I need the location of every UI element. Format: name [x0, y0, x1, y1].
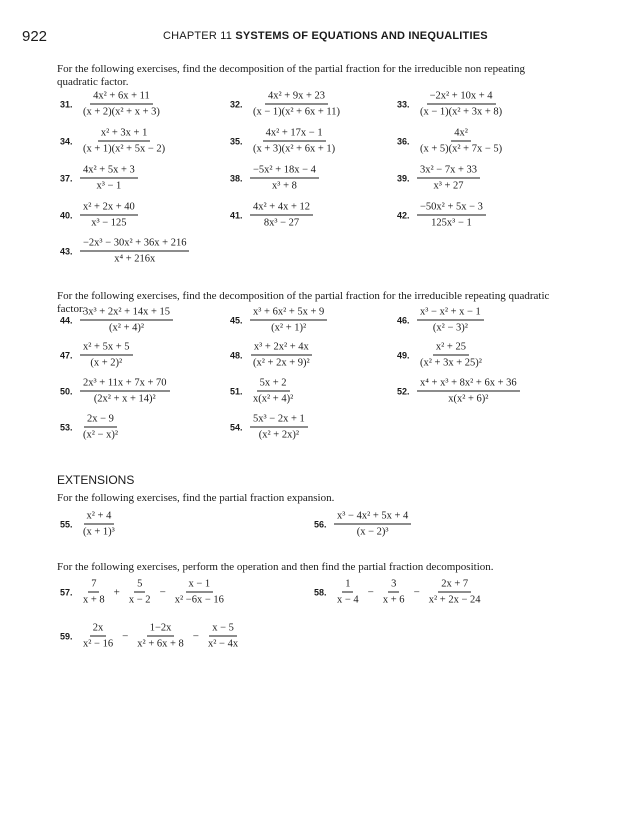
exercise-number: 55.: [60, 519, 73, 529]
exercise-36: [397, 127, 507, 156]
fraction: [80, 341, 133, 370]
fraction: [417, 90, 505, 119]
numerator: 4x² + 9x + 23: [265, 90, 328, 105]
exercise-number: 59.: [60, 631, 73, 641]
exercise-57: [60, 578, 229, 607]
denominator: x² −6x − 16: [174, 594, 224, 606]
exercise-number: 49.: [397, 350, 410, 360]
exercise-number: 44.: [60, 315, 73, 325]
exercise-number: 36.: [397, 136, 410, 146]
denominator: (x + 1)(x² + 5x − 2): [83, 143, 166, 155]
page-header: [22, 28, 608, 48]
numerator: 2x: [90, 622, 107, 637]
numerator: x² + 5x + 5: [80, 341, 133, 356]
instructions-expansion: For the following exercises, find the partial fraction expansion.: [57, 492, 335, 504]
fraction: [205, 622, 241, 651]
exercise-40: [60, 201, 140, 230]
numerator: x³ − x² + x − 1: [417, 306, 484, 321]
numerator: −50x² + 5x − 3: [417, 201, 486, 216]
exercise-47: [60, 341, 135, 370]
fraction: [250, 127, 338, 156]
numerator: x³ − 4x² + 5x + 4: [334, 510, 411, 525]
fraction: [80, 90, 163, 119]
fraction: [250, 90, 343, 119]
exercise-number: 37.: [60, 173, 73, 183]
denominator: (x + 1)³: [83, 526, 115, 538]
exercise-31: [60, 90, 165, 119]
exercise-number: 51.: [230, 386, 243, 396]
denominator: x + 6: [382, 594, 405, 606]
fraction: [80, 413, 121, 442]
exercise-51: [230, 377, 298, 406]
operator: −: [192, 630, 200, 642]
page-number: 922: [22, 28, 48, 45]
denominator: x³ − 125: [91, 217, 127, 229]
denominator: x + 8: [83, 594, 105, 606]
denominator: (x + 2)²: [90, 357, 123, 369]
exercise-38: [230, 164, 321, 193]
exercise-39: [397, 164, 482, 193]
denominator: x³ − 1: [96, 180, 122, 192]
numerator: −2x² + 10x + 4: [427, 90, 496, 105]
exercise-50: [60, 377, 172, 406]
fraction: [172, 578, 227, 607]
denominator: x² − 16: [83, 638, 114, 650]
fraction: [80, 377, 170, 406]
exercise-number: 54.: [230, 422, 243, 432]
denominator: x² + 6x + 8: [137, 638, 184, 650]
fraction: [250, 377, 296, 406]
numerator: 5: [134, 578, 145, 593]
operator: −: [413, 586, 420, 598]
denominator: (x − 1)(x² + 3x + 8): [420, 106, 503, 118]
fraction: [417, 201, 486, 230]
fraction: [417, 377, 520, 406]
denominator: (x² + 3x + 25)²: [420, 357, 482, 369]
fraction: [126, 578, 154, 607]
fraction: [426, 578, 484, 607]
numerator: 2x³ + 11x + 7x + 70: [80, 377, 170, 392]
fraction: [134, 622, 187, 651]
denominator: (2x² + x + 14)²: [93, 393, 156, 405]
fraction: [80, 237, 189, 266]
exercise-56: [314, 510, 413, 539]
fraction: [417, 341, 485, 370]
exercise-48: [230, 341, 315, 370]
denominator: x⁴ + 216x: [114, 253, 156, 265]
exercise-number: 50.: [60, 386, 73, 396]
denominator: (x + 2)(x² + x + 3): [83, 106, 160, 118]
fraction: [417, 127, 505, 156]
denominator: x³ + 8: [272, 180, 297, 192]
denominator: x(x² + 4)²: [253, 393, 294, 405]
numerator: 5x³ − 2x + 1: [250, 413, 308, 428]
exercise-37: [60, 164, 140, 193]
exercise-number: 46.: [397, 315, 410, 325]
chapter-header: [163, 30, 488, 42]
extensions-heading: EXTENSIONS: [57, 473, 135, 487]
exercise-59: [60, 622, 243, 651]
fraction: [250, 341, 313, 370]
exercise-number: 58.: [314, 587, 327, 597]
numerator: 4x² + 5x + 3: [80, 164, 138, 179]
numerator: 2x + 7: [438, 578, 471, 593]
numerator: x³ + 2x² + 4x: [251, 341, 312, 356]
denominator: (x² − x)²: [83, 429, 118, 441]
exercise-number: 42.: [397, 210, 410, 220]
numerator: x² + 3x + 1: [98, 127, 151, 142]
fraction: [80, 127, 168, 156]
exercise-46: [397, 306, 486, 335]
exercise-number: 52.: [397, 386, 410, 396]
exercise-34: [60, 127, 170, 156]
fraction: [80, 201, 138, 230]
instructions-nonrepeating: For the following exercises, find the decomposition of the partial fraction for the irreducible non repeating quadratic factor.: [57, 63, 525, 88]
fraction: [334, 510, 411, 539]
exercise-58: [314, 578, 486, 607]
fraction: [380, 578, 408, 607]
exercise-number: 35.: [230, 136, 243, 146]
exercise-45: [230, 306, 329, 335]
denominator: (x² + 1)²: [271, 322, 307, 334]
exercise-number: 53.: [60, 422, 73, 432]
denominator: x(x² + 6)²: [448, 393, 489, 405]
exercise-number: 45.: [230, 315, 243, 325]
exercise-number: 57.: [60, 587, 73, 597]
denominator: (x² + 2x + 9)²: [253, 357, 310, 369]
instructions-operation: For the following exercises, perform the operation and then find the partial fraction decomposition.: [57, 561, 494, 573]
numerator: 3: [388, 578, 399, 593]
denominator: (x² + 2x)²: [258, 429, 299, 441]
fraction: [334, 578, 362, 607]
numerator: x² + 2x + 40: [80, 201, 138, 216]
exercise-number: 48.: [230, 350, 243, 360]
fraction: [250, 201, 313, 230]
operator: +: [113, 586, 120, 598]
exercise-49: [397, 341, 487, 370]
denominator: x² + 2x − 24: [428, 594, 481, 606]
numerator: 4x² + 4x + 12: [250, 201, 313, 216]
exercise-number: 38.: [230, 173, 243, 183]
exercise-number: 40.: [60, 210, 73, 220]
denominator: (x² + 4)²: [109, 322, 145, 334]
operator: −: [367, 586, 374, 598]
exercise-53: [60, 413, 123, 442]
exercise-35: [230, 127, 340, 156]
exercise-number: 47.: [60, 350, 73, 360]
exercise-number: 41.: [230, 210, 243, 220]
exercise-number: 56.: [314, 519, 327, 529]
operator: −: [122, 630, 129, 642]
exercise-43: [60, 237, 191, 266]
chapter-label: CHAPTER 11: [163, 30, 233, 42]
chapter-title: SYSTEMS OF EQUATIONS AND INEQUALITIES: [235, 30, 488, 42]
denominator: 8x³ − 27: [263, 217, 300, 229]
numerator: x³ + 6x² + 5x + 9: [250, 306, 327, 321]
fraction: [80, 510, 118, 539]
exercise-55: [60, 510, 120, 539]
numerator: 3x² − 7x + 33: [417, 164, 480, 179]
numerator: 1: [342, 578, 353, 593]
denominator: (x² − 3)²: [432, 322, 468, 334]
exercise-number: 39.: [397, 173, 410, 183]
fraction: [250, 164, 319, 193]
exercise-52: [397, 377, 522, 406]
exercise-number: 31.: [60, 99, 73, 109]
numerator: x⁴ + x³ + 8x² + 6x + 36: [417, 377, 520, 392]
denominator: (x + 3)(x² + 6x + 1): [253, 143, 336, 155]
instructions-repeating: For the following exercises, find the decomposition of the partial fraction for the irreducible repeating quadratic factor.: [57, 290, 550, 315]
numerator: 1−2x: [147, 622, 175, 637]
numerator: −2x³ − 30x² + 36x + 216: [80, 237, 189, 252]
exercise-54: [230, 413, 310, 442]
numerator: 7: [88, 578, 99, 593]
fraction: [80, 164, 138, 193]
exercise-32: [230, 90, 345, 119]
exercise-number: 34.: [60, 136, 73, 146]
numerator: x² + 25: [433, 341, 469, 356]
numerator: −5x² + 18x − 4: [250, 164, 319, 179]
fraction: [417, 306, 484, 335]
numerator: 3x³ + 2x² + 14x + 15: [80, 306, 173, 321]
numerator: x − 1: [186, 578, 214, 593]
denominator: (x − 1)(x² + 6x + 11): [253, 106, 341, 118]
denominator: x − 4: [337, 594, 359, 606]
denominator: 125x³ − 1: [431, 217, 472, 229]
denominator: (x − 2)³: [356, 526, 389, 538]
exercise-33: [397, 90, 507, 119]
fraction: [417, 164, 480, 193]
exercise-44: [60, 306, 175, 335]
denominator: x − 2: [128, 594, 151, 606]
numerator: 5x + 2: [257, 377, 290, 392]
fraction: [250, 413, 308, 442]
denominator: (x + 5)(x² + 7x − 5): [420, 143, 503, 155]
exercise-number: 32.: [230, 99, 243, 109]
numerator: 4x²: [451, 127, 471, 142]
numerator: x² + 4: [84, 510, 115, 525]
numerator: 4x² + 17x − 1: [263, 127, 326, 142]
fraction: [250, 306, 327, 335]
exercise-number: 43.: [60, 246, 73, 256]
fraction: [80, 306, 173, 335]
denominator: x³ + 27: [433, 180, 464, 192]
exercise-42: [397, 201, 488, 230]
fraction: [80, 622, 116, 651]
exercise-number: 33.: [397, 99, 410, 109]
exercise-41: [230, 201, 315, 230]
denominator: x² − 4x: [208, 638, 239, 650]
numerator: 4x² + 6x + 11: [90, 90, 153, 105]
numerator: 2x − 9: [84, 413, 117, 428]
fraction: [80, 578, 108, 607]
numerator: x − 5: [209, 622, 237, 637]
operator: −: [159, 586, 166, 598]
